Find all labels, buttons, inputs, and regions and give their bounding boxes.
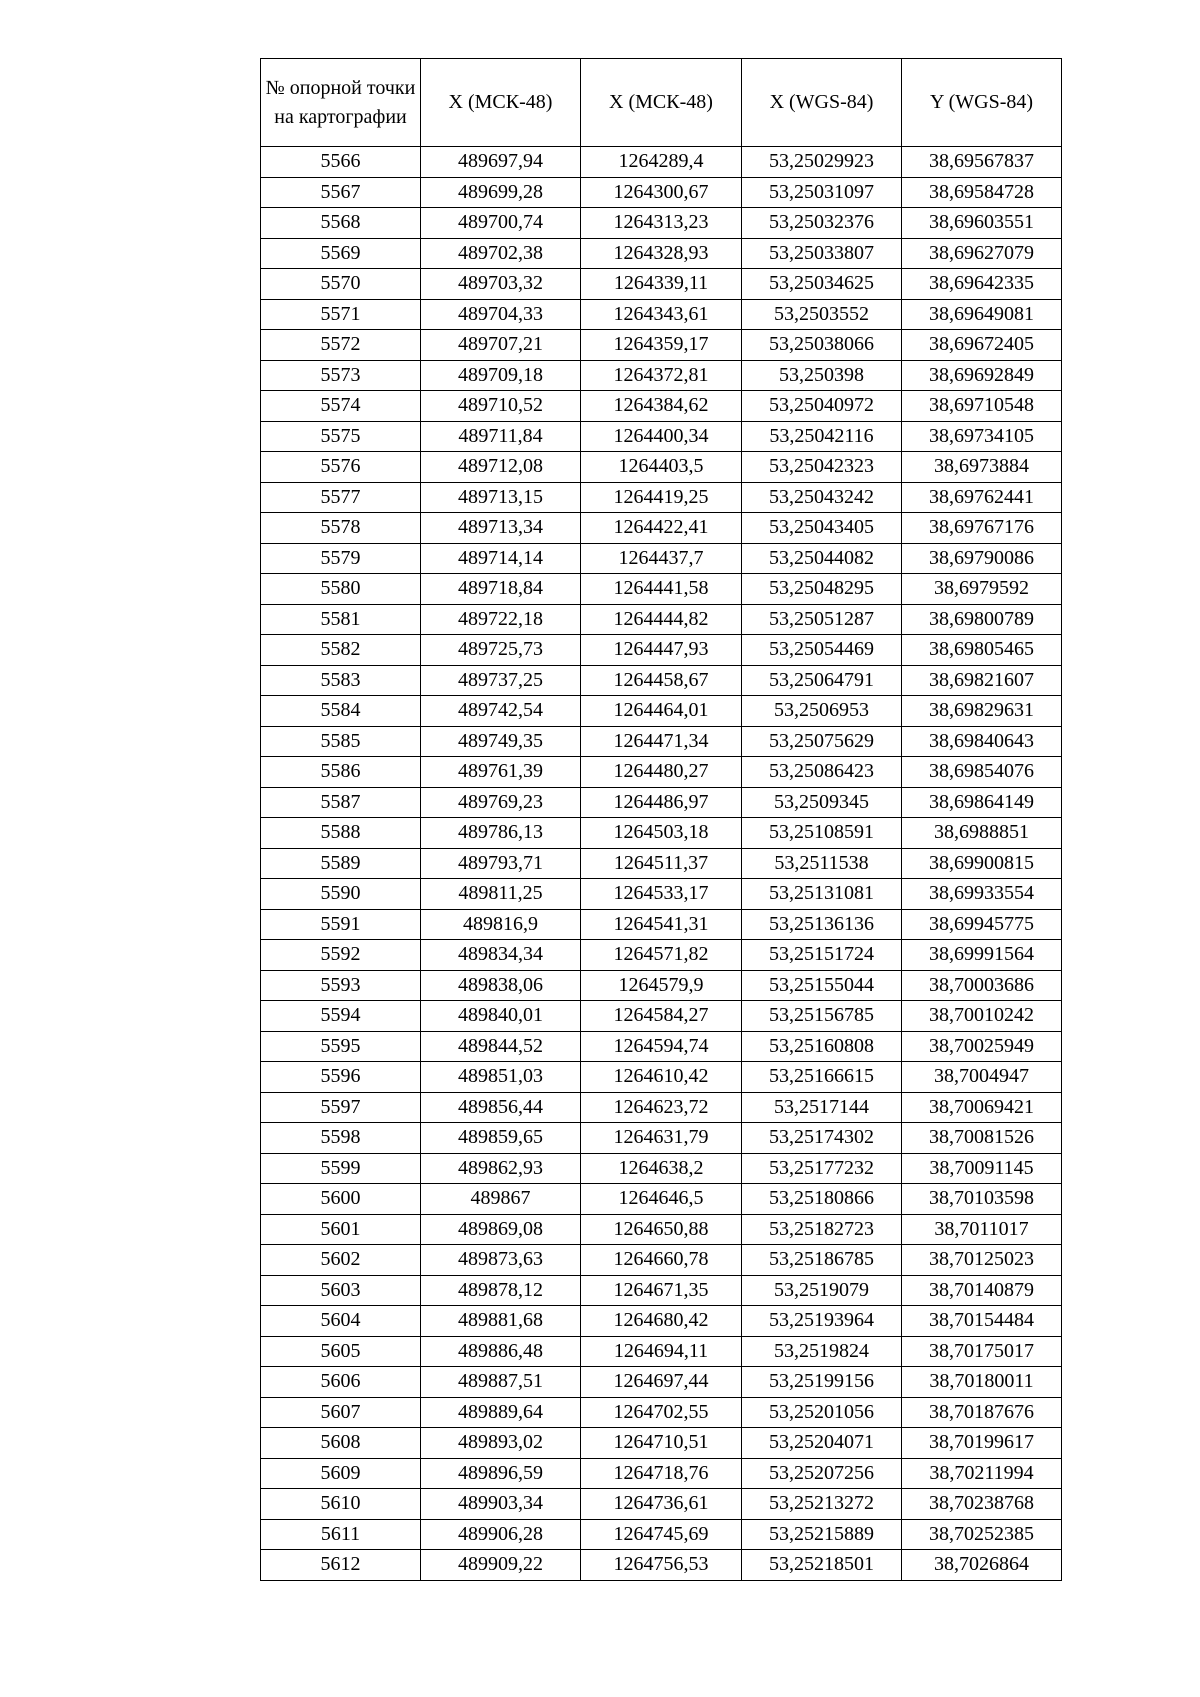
cell-y-wgs84: 38,69805465 bbox=[902, 635, 1062, 666]
cell-x-wgs84: 53,2519079 bbox=[742, 1275, 902, 1306]
cell-x-msk48-a: 489749,35 bbox=[421, 726, 581, 757]
cell-x-msk48-b: 1264718,76 bbox=[581, 1458, 742, 1489]
cell-y-wgs84: 38,70125023 bbox=[902, 1245, 1062, 1276]
cell-point-number: 5572 bbox=[261, 330, 421, 361]
cell-x-msk48-a: 489703,32 bbox=[421, 269, 581, 300]
cell-x-wgs84: 53,2519824 bbox=[742, 1336, 902, 1367]
cell-x-msk48-a: 489887,51 bbox=[421, 1367, 581, 1398]
cell-x-msk48-a: 489903,34 bbox=[421, 1489, 581, 1520]
cell-x-wgs84: 53,25156785 bbox=[742, 1001, 902, 1032]
cell-x-msk48-a: 489713,34 bbox=[421, 513, 581, 544]
cell-point-number: 5595 bbox=[261, 1031, 421, 1062]
cell-x-msk48-b: 1264702,55 bbox=[581, 1397, 742, 1428]
cell-x-msk48-a: 489707,21 bbox=[421, 330, 581, 361]
cell-y-wgs84: 38,69790086 bbox=[902, 543, 1062, 574]
cell-x-msk48-a: 489859,65 bbox=[421, 1123, 581, 1154]
cell-x-wgs84: 53,25207256 bbox=[742, 1458, 902, 1489]
table-row bbox=[261, 543, 1062, 574]
cell-x-msk48-b: 1264660,78 bbox=[581, 1245, 742, 1276]
cell-point-number: 5575 bbox=[261, 421, 421, 452]
cell-x-msk48-b: 1264300,67 bbox=[581, 177, 742, 208]
table-row bbox=[261, 1428, 1062, 1459]
cell-x-msk48-b: 1264710,51 bbox=[581, 1428, 742, 1459]
cell-point-number: 5573 bbox=[261, 360, 421, 391]
table-row bbox=[261, 1550, 1062, 1581]
cell-y-wgs84: 38,70081526 bbox=[902, 1123, 1062, 1154]
cell-y-wgs84: 38,69672405 bbox=[902, 330, 1062, 361]
cell-x-msk48-a: 489896,59 bbox=[421, 1458, 581, 1489]
cell-y-wgs84: 38,70175017 bbox=[902, 1336, 1062, 1367]
cell-point-number: 5611 bbox=[261, 1519, 421, 1550]
cell-point-number: 5581 bbox=[261, 604, 421, 635]
cell-y-wgs84: 38,69840643 bbox=[902, 726, 1062, 757]
cell-x-msk48-b: 1264400,34 bbox=[581, 421, 742, 452]
table-row bbox=[261, 360, 1062, 391]
cell-y-wgs84: 38,69649081 bbox=[902, 299, 1062, 330]
cell-x-msk48-a: 489906,28 bbox=[421, 1519, 581, 1550]
table-row bbox=[261, 147, 1062, 178]
cell-x-msk48-a: 489838,06 bbox=[421, 970, 581, 1001]
table-row bbox=[261, 1153, 1062, 1184]
table-row bbox=[261, 299, 1062, 330]
cell-x-msk48-b: 1264437,7 bbox=[581, 543, 742, 574]
cell-x-wgs84: 53,25166615 bbox=[742, 1062, 902, 1093]
cell-y-wgs84: 38,70069421 bbox=[902, 1092, 1062, 1123]
cell-x-msk48-a: 489711,84 bbox=[421, 421, 581, 452]
cell-x-msk48-a: 489893,02 bbox=[421, 1428, 581, 1459]
cell-x-msk48-b: 1264328,93 bbox=[581, 238, 742, 269]
table-row bbox=[261, 452, 1062, 483]
cell-x-wgs84: 53,25199156 bbox=[742, 1367, 902, 1398]
cell-x-wgs84: 53,25031097 bbox=[742, 177, 902, 208]
table-row bbox=[261, 879, 1062, 910]
cell-x-wgs84: 53,25218501 bbox=[742, 1550, 902, 1581]
cell-point-number: 5571 bbox=[261, 299, 421, 330]
cell-x-msk48-a: 489699,28 bbox=[421, 177, 581, 208]
cell-point-number: 5578 bbox=[261, 513, 421, 544]
table-row bbox=[261, 1214, 1062, 1245]
cell-point-number: 5606 bbox=[261, 1367, 421, 1398]
cell-y-wgs84: 38,7011017 bbox=[902, 1214, 1062, 1245]
cell-y-wgs84: 38,69900815 bbox=[902, 848, 1062, 879]
cell-x-msk48-b: 1264313,23 bbox=[581, 208, 742, 239]
header-x-wgs84: X (WGS-84) bbox=[742, 59, 902, 147]
cell-y-wgs84: 38,69829631 bbox=[902, 696, 1062, 727]
table-row bbox=[261, 970, 1062, 1001]
cell-x-msk48-a: 489889,64 bbox=[421, 1397, 581, 1428]
cell-x-wgs84: 53,25215889 bbox=[742, 1519, 902, 1550]
cell-x-msk48-a: 489909,22 bbox=[421, 1550, 581, 1581]
cell-point-number: 5591 bbox=[261, 909, 421, 940]
cell-point-number: 5599 bbox=[261, 1153, 421, 1184]
cell-point-number: 5568 bbox=[261, 208, 421, 239]
table-row bbox=[261, 1397, 1062, 1428]
table-header bbox=[261, 59, 1062, 147]
cell-x-msk48-a: 489856,44 bbox=[421, 1092, 581, 1123]
cell-x-msk48-b: 1264359,17 bbox=[581, 330, 742, 361]
cell-point-number: 5592 bbox=[261, 940, 421, 971]
cell-x-msk48-a: 489718,84 bbox=[421, 574, 581, 605]
cell-x-msk48-a: 489851,03 bbox=[421, 1062, 581, 1093]
table-row bbox=[261, 1123, 1062, 1154]
cell-x-msk48-b: 1264384,62 bbox=[581, 391, 742, 422]
cell-x-msk48-a: 489816,9 bbox=[421, 909, 581, 940]
cell-point-number: 5608 bbox=[261, 1428, 421, 1459]
cell-point-number: 5589 bbox=[261, 848, 421, 879]
cell-x-msk48-b: 1264694,11 bbox=[581, 1336, 742, 1367]
cell-y-wgs84: 38,6973884 bbox=[902, 452, 1062, 483]
cell-x-msk48-a: 489702,38 bbox=[421, 238, 581, 269]
table-row bbox=[261, 848, 1062, 879]
cell-x-msk48-a: 489769,23 bbox=[421, 787, 581, 818]
cell-x-msk48-b: 1264458,67 bbox=[581, 665, 742, 696]
cell-point-number: 5610 bbox=[261, 1489, 421, 1520]
table-row bbox=[261, 1519, 1062, 1550]
cell-x-msk48-b: 1264745,69 bbox=[581, 1519, 742, 1550]
cell-x-wgs84: 53,25051287 bbox=[742, 604, 902, 635]
cell-x-msk48-b: 1264339,11 bbox=[581, 269, 742, 300]
table-row bbox=[261, 391, 1062, 422]
cell-x-wgs84: 53,25038066 bbox=[742, 330, 902, 361]
cell-y-wgs84: 38,70252385 bbox=[902, 1519, 1062, 1550]
cell-x-msk48-b: 1264680,42 bbox=[581, 1306, 742, 1337]
cell-x-msk48-a: 489869,08 bbox=[421, 1214, 581, 1245]
cell-x-wgs84: 53,25213272 bbox=[742, 1489, 902, 1520]
cell-x-msk48-b: 1264441,58 bbox=[581, 574, 742, 605]
cell-x-msk48-b: 1264419,25 bbox=[581, 482, 742, 513]
cell-x-msk48-a: 489844,52 bbox=[421, 1031, 581, 1062]
header-x-msk48-a: X (МСК-48) bbox=[421, 59, 581, 147]
cell-x-msk48-b: 1264584,27 bbox=[581, 1001, 742, 1032]
cell-x-wgs84: 53,2506953 bbox=[742, 696, 902, 727]
cell-x-wgs84: 53,25042116 bbox=[742, 421, 902, 452]
cell-x-wgs84: 53,25075629 bbox=[742, 726, 902, 757]
cell-x-msk48-a: 489761,39 bbox=[421, 757, 581, 788]
cell-y-wgs84: 38,69762441 bbox=[902, 482, 1062, 513]
cell-y-wgs84: 38,69584728 bbox=[902, 177, 1062, 208]
table-row bbox=[261, 1336, 1062, 1367]
cell-x-wgs84: 53,25177232 bbox=[742, 1153, 902, 1184]
cell-x-msk48-b: 1264541,31 bbox=[581, 909, 742, 940]
cell-x-wgs84: 53,25034625 bbox=[742, 269, 902, 300]
cell-x-msk48-b: 1264511,37 bbox=[581, 848, 742, 879]
cell-x-msk48-b: 1264464,01 bbox=[581, 696, 742, 727]
cell-point-number: 5603 bbox=[261, 1275, 421, 1306]
table-row bbox=[261, 269, 1062, 300]
table-row bbox=[261, 238, 1062, 269]
cell-x-wgs84: 53,25043405 bbox=[742, 513, 902, 544]
cell-x-msk48-b: 1264646,5 bbox=[581, 1184, 742, 1215]
cell-x-wgs84: 53,25204071 bbox=[742, 1428, 902, 1459]
table-row bbox=[261, 1367, 1062, 1398]
cell-x-wgs84: 53,25054469 bbox=[742, 635, 902, 666]
cell-x-msk48-b: 1264343,61 bbox=[581, 299, 742, 330]
cell-point-number: 5601 bbox=[261, 1214, 421, 1245]
cell-x-msk48-b: 1264403,5 bbox=[581, 452, 742, 483]
cell-x-msk48-a: 489862,93 bbox=[421, 1153, 581, 1184]
cell-point-number: 5585 bbox=[261, 726, 421, 757]
table-row bbox=[261, 1001, 1062, 1032]
cell-x-wgs84: 53,25086423 bbox=[742, 757, 902, 788]
header-point-number: № опорной точки на картографии bbox=[261, 59, 421, 147]
cell-point-number: 5576 bbox=[261, 452, 421, 483]
table-row bbox=[261, 482, 1062, 513]
header-y-wgs84: Y (WGS-84) bbox=[902, 59, 1062, 147]
cell-y-wgs84: 38,69692849 bbox=[902, 360, 1062, 391]
cell-point-number: 5596 bbox=[261, 1062, 421, 1093]
cell-x-msk48-a: 489867 bbox=[421, 1184, 581, 1215]
cell-x-msk48-b: 1264289,4 bbox=[581, 147, 742, 178]
cell-x-msk48-a: 489742,54 bbox=[421, 696, 581, 727]
cell-point-number: 5570 bbox=[261, 269, 421, 300]
cell-x-msk48-a: 489697,94 bbox=[421, 147, 581, 178]
table-row bbox=[261, 635, 1062, 666]
cell-x-msk48-a: 489881,68 bbox=[421, 1306, 581, 1337]
cell-x-msk48-b: 1264594,74 bbox=[581, 1031, 742, 1062]
table-row bbox=[261, 1184, 1062, 1215]
table-row bbox=[261, 604, 1062, 635]
cell-point-number: 5588 bbox=[261, 818, 421, 849]
cell-x-msk48-a: 489713,15 bbox=[421, 482, 581, 513]
table-row bbox=[261, 330, 1062, 361]
cell-x-wgs84: 53,25042323 bbox=[742, 452, 902, 483]
cell-y-wgs84: 38,70238768 bbox=[902, 1489, 1062, 1520]
cell-x-msk48-a: 489704,33 bbox=[421, 299, 581, 330]
cell-x-msk48-b: 1264471,34 bbox=[581, 726, 742, 757]
cell-y-wgs84: 38,69821607 bbox=[902, 665, 1062, 696]
cell-x-wgs84: 53,2509345 bbox=[742, 787, 902, 818]
cell-point-number: 5583 bbox=[261, 665, 421, 696]
header-row bbox=[261, 59, 1062, 147]
cell-x-msk48-a: 489840,01 bbox=[421, 1001, 581, 1032]
cell-x-msk48-b: 1264486,97 bbox=[581, 787, 742, 818]
cell-x-msk48-a: 489700,74 bbox=[421, 208, 581, 239]
cell-x-wgs84: 53,25033807 bbox=[742, 238, 902, 269]
table-row bbox=[261, 696, 1062, 727]
cell-x-wgs84: 53,25151724 bbox=[742, 940, 902, 971]
cell-point-number: 5577 bbox=[261, 482, 421, 513]
cell-point-number: 5609 bbox=[261, 1458, 421, 1489]
cell-y-wgs84: 38,69767176 bbox=[902, 513, 1062, 544]
cell-y-wgs84: 38,69734105 bbox=[902, 421, 1062, 452]
cell-x-msk48-b: 1264480,27 bbox=[581, 757, 742, 788]
table-row bbox=[261, 1031, 1062, 1062]
cell-point-number: 5587 bbox=[261, 787, 421, 818]
cell-point-number: 5586 bbox=[261, 757, 421, 788]
cell-x-msk48-b: 1264736,61 bbox=[581, 1489, 742, 1520]
cell-x-msk48-a: 489878,12 bbox=[421, 1275, 581, 1306]
cell-x-msk48-a: 489786,13 bbox=[421, 818, 581, 849]
cell-x-wgs84: 53,25131081 bbox=[742, 879, 902, 910]
table-row bbox=[261, 574, 1062, 605]
cell-x-msk48-a: 489714,14 bbox=[421, 543, 581, 574]
table-row bbox=[261, 757, 1062, 788]
cell-y-wgs84: 38,70140879 bbox=[902, 1275, 1062, 1306]
cell-x-msk48-b: 1264631,79 bbox=[581, 1123, 742, 1154]
cell-point-number: 5579 bbox=[261, 543, 421, 574]
cell-x-wgs84: 53,25044082 bbox=[742, 543, 902, 574]
table-row bbox=[261, 177, 1062, 208]
cell-y-wgs84: 38,69603551 bbox=[902, 208, 1062, 239]
cell-x-wgs84: 53,25193964 bbox=[742, 1306, 902, 1337]
cell-x-wgs84: 53,25040972 bbox=[742, 391, 902, 422]
cell-point-number: 5590 bbox=[261, 879, 421, 910]
cell-x-msk48-b: 1264447,93 bbox=[581, 635, 742, 666]
cell-point-number: 5580 bbox=[261, 574, 421, 605]
cell-point-number: 5569 bbox=[261, 238, 421, 269]
cell-x-msk48-a: 489793,71 bbox=[421, 848, 581, 879]
cell-point-number: 5607 bbox=[261, 1397, 421, 1428]
cell-y-wgs84: 38,69854076 bbox=[902, 757, 1062, 788]
cell-x-wgs84: 53,25029923 bbox=[742, 147, 902, 178]
cell-x-wgs84: 53,2503552 bbox=[742, 299, 902, 330]
cell-x-msk48-a: 489725,73 bbox=[421, 635, 581, 666]
table-row bbox=[261, 787, 1062, 818]
table-row bbox=[261, 1275, 1062, 1306]
cell-x-msk48-b: 1264671,35 bbox=[581, 1275, 742, 1306]
cell-y-wgs84: 38,6979592 bbox=[902, 574, 1062, 605]
cell-x-msk48-a: 489722,18 bbox=[421, 604, 581, 635]
coordinates-table bbox=[260, 58, 1062, 1581]
table-row bbox=[261, 513, 1062, 544]
cell-point-number: 5593 bbox=[261, 970, 421, 1001]
table-body bbox=[261, 147, 1062, 1581]
cell-x-msk48-a: 489712,08 bbox=[421, 452, 581, 483]
table-row bbox=[261, 665, 1062, 696]
cell-x-wgs84: 53,25043242 bbox=[742, 482, 902, 513]
cell-y-wgs84: 38,70211994 bbox=[902, 1458, 1062, 1489]
cell-point-number: 5605 bbox=[261, 1336, 421, 1367]
cell-x-msk48-b: 1264372,81 bbox=[581, 360, 742, 391]
cell-point-number: 5567 bbox=[261, 177, 421, 208]
cell-x-wgs84: 53,25182723 bbox=[742, 1214, 902, 1245]
cell-y-wgs84: 38,69991564 bbox=[902, 940, 1062, 971]
cell-x-wgs84: 53,25108591 bbox=[742, 818, 902, 849]
table-row bbox=[261, 726, 1062, 757]
cell-x-wgs84: 53,2517144 bbox=[742, 1092, 902, 1123]
cell-x-msk48-b: 1264444,82 bbox=[581, 604, 742, 635]
table-row bbox=[261, 1062, 1062, 1093]
table-row bbox=[261, 1092, 1062, 1123]
table-row bbox=[261, 1489, 1062, 1520]
cell-x-wgs84: 53,2511538 bbox=[742, 848, 902, 879]
cell-x-msk48-a: 489886,48 bbox=[421, 1336, 581, 1367]
cell-x-msk48-a: 489811,25 bbox=[421, 879, 581, 910]
cell-point-number: 5602 bbox=[261, 1245, 421, 1276]
cell-x-wgs84: 53,25032376 bbox=[742, 208, 902, 239]
table-row bbox=[261, 421, 1062, 452]
cell-y-wgs84: 38,70103598 bbox=[902, 1184, 1062, 1215]
cell-x-msk48-b: 1264422,41 bbox=[581, 513, 742, 544]
cell-y-wgs84: 38,70025949 bbox=[902, 1031, 1062, 1062]
cell-y-wgs84: 38,69627079 bbox=[902, 238, 1062, 269]
cell-y-wgs84: 38,69800789 bbox=[902, 604, 1062, 635]
cell-x-msk48-b: 1264650,88 bbox=[581, 1214, 742, 1245]
cell-x-wgs84: 53,25064791 bbox=[742, 665, 902, 696]
cell-x-msk48-a: 489710,52 bbox=[421, 391, 581, 422]
cell-y-wgs84: 38,69567837 bbox=[902, 147, 1062, 178]
cell-point-number: 5600 bbox=[261, 1184, 421, 1215]
cell-x-wgs84: 53,25174302 bbox=[742, 1123, 902, 1154]
cell-y-wgs84: 38,70154484 bbox=[902, 1306, 1062, 1337]
cell-x-msk48-a: 489834,34 bbox=[421, 940, 581, 971]
cell-point-number: 5597 bbox=[261, 1092, 421, 1123]
table-row bbox=[261, 940, 1062, 971]
cell-point-number: 5574 bbox=[261, 391, 421, 422]
cell-point-number: 5584 bbox=[261, 696, 421, 727]
cell-x-msk48-b: 1264623,72 bbox=[581, 1092, 742, 1123]
cell-x-msk48-b: 1264697,44 bbox=[581, 1367, 742, 1398]
cell-point-number: 5612 bbox=[261, 1550, 421, 1581]
table-row bbox=[261, 909, 1062, 940]
cell-x-wgs84: 53,25201056 bbox=[742, 1397, 902, 1428]
cell-y-wgs84: 38,70003686 bbox=[902, 970, 1062, 1001]
cell-x-wgs84: 53,25136136 bbox=[742, 909, 902, 940]
cell-x-msk48-b: 1264503,18 bbox=[581, 818, 742, 849]
cell-x-msk48-a: 489737,25 bbox=[421, 665, 581, 696]
table-row bbox=[261, 1306, 1062, 1337]
cell-y-wgs84: 38,69933554 bbox=[902, 879, 1062, 910]
cell-y-wgs84: 38,69710548 bbox=[902, 391, 1062, 422]
cell-y-wgs84: 38,69864149 bbox=[902, 787, 1062, 818]
cell-x-msk48-b: 1264571,82 bbox=[581, 940, 742, 971]
header-x-msk48-b: X (МСК-48) bbox=[581, 59, 742, 147]
cell-x-wgs84: 53,250398 bbox=[742, 360, 902, 391]
cell-x-msk48-b: 1264533,17 bbox=[581, 879, 742, 910]
cell-x-wgs84: 53,25155044 bbox=[742, 970, 902, 1001]
table-row bbox=[261, 1458, 1062, 1489]
cell-x-wgs84: 53,25160808 bbox=[742, 1031, 902, 1062]
cell-y-wgs84: 38,7026864 bbox=[902, 1550, 1062, 1581]
cell-y-wgs84: 38,70091145 bbox=[902, 1153, 1062, 1184]
cell-point-number: 5566 bbox=[261, 147, 421, 178]
cell-y-wgs84: 38,70180011 bbox=[902, 1367, 1062, 1398]
cell-x-msk48-a: 489873,63 bbox=[421, 1245, 581, 1276]
cell-point-number: 5598 bbox=[261, 1123, 421, 1154]
cell-y-wgs84: 38,70187676 bbox=[902, 1397, 1062, 1428]
cell-y-wgs84: 38,69642335 bbox=[902, 269, 1062, 300]
cell-point-number: 5594 bbox=[261, 1001, 421, 1032]
table-row bbox=[261, 818, 1062, 849]
cell-x-msk48-b: 1264579,9 bbox=[581, 970, 742, 1001]
cell-y-wgs84: 38,70010242 bbox=[902, 1001, 1062, 1032]
cell-point-number: 5604 bbox=[261, 1306, 421, 1337]
cell-y-wgs84: 38,69945775 bbox=[902, 909, 1062, 940]
cell-x-msk48-b: 1264638,2 bbox=[581, 1153, 742, 1184]
cell-x-msk48-b: 1264756,53 bbox=[581, 1550, 742, 1581]
cell-x-wgs84: 53,25048295 bbox=[742, 574, 902, 605]
cell-point-number: 5582 bbox=[261, 635, 421, 666]
cell-x-wgs84: 53,25186785 bbox=[742, 1245, 902, 1276]
cell-y-wgs84: 38,6988851 bbox=[902, 818, 1062, 849]
cell-y-wgs84: 38,70199617 bbox=[902, 1428, 1062, 1459]
cell-x-msk48-a: 489709,18 bbox=[421, 360, 581, 391]
cell-x-msk48-b: 1264610,42 bbox=[581, 1062, 742, 1093]
table-row bbox=[261, 208, 1062, 239]
cell-y-wgs84: 38,7004947 bbox=[902, 1062, 1062, 1093]
cell-x-wgs84: 53,25180866 bbox=[742, 1184, 902, 1215]
table-row bbox=[261, 1245, 1062, 1276]
